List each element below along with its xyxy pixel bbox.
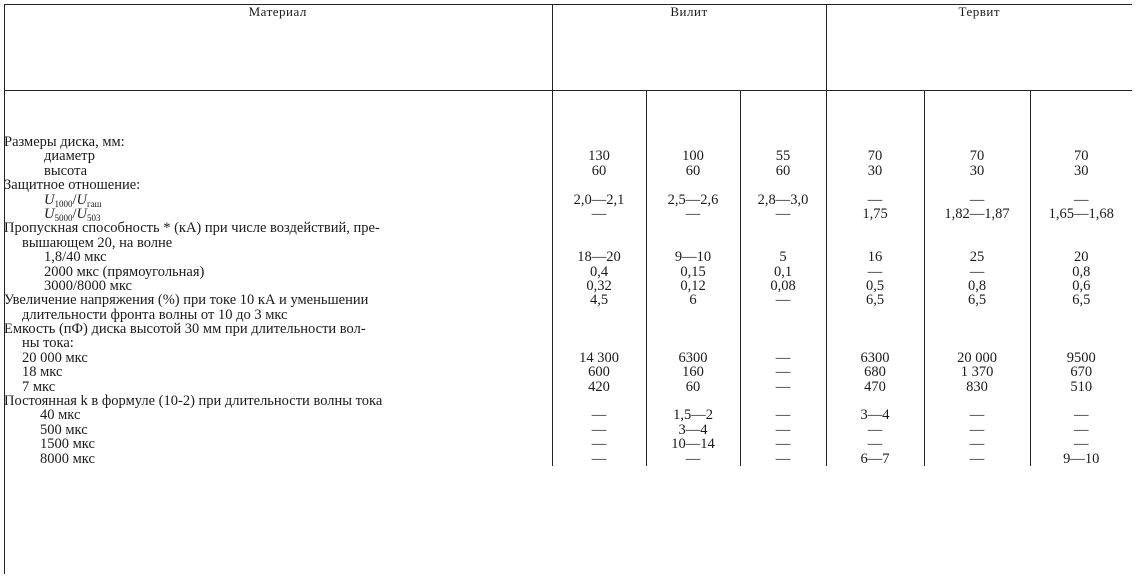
table-cell-value: 30 — [969, 162, 985, 179]
table-cell-value: 470 — [864, 378, 886, 395]
row-label: 7 мкс — [22, 378, 56, 395]
table-cell-value: 0,8 — [967, 277, 987, 294]
row-label: Защитное отношение: — [4, 177, 141, 194]
table-cell-value — [1031, 135, 1133, 149]
table-cell-value — [647, 308, 740, 322]
table-cell-value — [647, 394, 740, 408]
table-cell-value: 70 — [867, 148, 883, 165]
table-cell-value: 130 — [588, 148, 610, 165]
table-cell-value — [553, 336, 646, 350]
row-label: 500 мкс — [40, 421, 88, 438]
row-label: 40 мкс — [40, 407, 81, 424]
table-cell-value: 60 — [685, 378, 701, 395]
table-cell-value: — — [591, 450, 607, 467]
table-cell-value: 16 — [867, 249, 883, 266]
table-cell-value: — — [775, 378, 791, 395]
row-label-formula — [4, 207, 552, 221]
table-cell-value: 3—4 — [860, 407, 890, 424]
table-cell-value: — — [591, 421, 607, 438]
table-cell-value: 9—10 — [674, 249, 712, 266]
row-labels-column — [4, 135, 552, 466]
table-cell-value: — — [775, 349, 791, 366]
table-cell-value: 6,5 — [865, 292, 885, 309]
table-cell-value: — — [969, 191, 985, 208]
table-cell-value: 0,4 — [589, 263, 609, 280]
table-cell-value: — — [775, 292, 791, 309]
table-cell-value — [1031, 322, 1133, 336]
table-cell-value: — — [1074, 421, 1089, 438]
table-cell-value: 0,08 — [770, 277, 796, 294]
table-cell-value — [1031, 236, 1133, 250]
table-cell-value: 1,5—2 — [673, 407, 713, 424]
formula-subscript: 1000 — [54, 198, 73, 209]
table-cell-value: 20 — [1074, 249, 1089, 266]
table-cell-value: 160 — [682, 364, 704, 381]
row-label: высота — [44, 162, 88, 179]
table-cell-value — [827, 322, 924, 336]
table-cell-value — [925, 336, 1030, 350]
table-cell-value — [827, 178, 924, 192]
table-cell-value: 0,12 — [680, 277, 706, 294]
table-cell-value — [647, 221, 740, 235]
formula-symbol: U — [44, 191, 55, 208]
table-cell-value: 0,15 — [680, 263, 706, 280]
column-tervit-3 — [1030, 135, 1132, 466]
table-cell-value — [925, 178, 1030, 192]
table-cell-value — [1031, 221, 1133, 235]
table-cell-value — [741, 336, 826, 350]
table-cell-value — [647, 135, 740, 149]
row-label: 18 мкс — [22, 364, 63, 381]
column-vilit-55 — [740, 135, 826, 466]
table-cell-value: 6,5 — [967, 292, 987, 309]
formula-symbol: U — [76, 191, 87, 208]
table-cell-value — [925, 394, 1030, 408]
formula-subscript: 503 — [87, 212, 101, 223]
formula-slash: / — [72, 191, 77, 208]
table-cell-value: 1,65—1,68 — [1048, 205, 1114, 222]
table-cell-value: — — [867, 421, 883, 438]
formula-subscript: 5000 — [54, 212, 73, 223]
table-cell-value — [827, 394, 924, 408]
table-cell-value: — — [1074, 407, 1089, 424]
table-cell-value: — — [969, 421, 985, 438]
table-cell-value: — — [969, 450, 985, 467]
table-cell-value: — — [867, 191, 883, 208]
table-cell-value: 6—7 — [860, 450, 890, 467]
row-label: 3000/8000 мкс — [44, 277, 132, 294]
table-cell-value: 70 — [1074, 148, 1089, 165]
table-cell-value — [647, 336, 740, 350]
table-cell-value: 2,0—2,1 — [573, 191, 625, 208]
table-cell-value — [925, 308, 1030, 322]
table-cell-value: 100 — [682, 148, 704, 165]
header-tervit: Тервит — [826, 4, 1132, 91]
table-cell-value: — — [775, 450, 791, 467]
row-label: Увеличение напряжения (%) при токе 10 кА и уменьшении — [4, 292, 369, 309]
table-cell-value: 25 — [969, 249, 985, 266]
table-cell-value — [925, 322, 1030, 336]
table-cell-value: 670 — [1070, 364, 1093, 381]
row-label: 1500 мкс — [40, 436, 95, 453]
table-cell-value: 14 300 — [579, 349, 619, 366]
formula-subscript: гаш — [87, 198, 102, 209]
table-cell-value: — — [775, 205, 791, 222]
table-cell-value: — — [775, 407, 791, 424]
table-cell-value: 0,6 — [1072, 277, 1091, 294]
table-cell-value — [1031, 178, 1133, 192]
table-cell-value: 20 000 — [957, 349, 997, 366]
table-cell-value: 6,5 — [1072, 292, 1091, 309]
table-cell-value — [827, 336, 924, 350]
row-label: диаметр — [44, 148, 95, 165]
table-cell-value — [553, 135, 646, 149]
table-cell-value: 5 — [779, 249, 787, 266]
table-cell-value: 680 — [864, 364, 886, 381]
column-vilit-130 — [552, 135, 646, 466]
table-cell-value — [741, 394, 826, 408]
table-cell-value — [553, 178, 646, 192]
table-cell-value: 55 — [775, 148, 791, 165]
table-cell-value — [827, 221, 924, 235]
table-cell-value — [741, 221, 826, 235]
table-cell-value: 0,32 — [586, 277, 612, 294]
table-cell-value: — — [775, 364, 791, 381]
table-cell-value — [647, 322, 740, 336]
table-cell-value — [925, 135, 1030, 149]
table-cell-value: — — [1074, 191, 1089, 208]
table-cell-value: 3—4 — [678, 421, 708, 438]
formula-slash: / — [72, 205, 77, 222]
row-label: 1,8/40 мкс — [44, 249, 107, 266]
table-cell-value — [1031, 394, 1133, 408]
table-cell-value: 9—10 — [1063, 450, 1100, 467]
table-cell-value: — — [591, 436, 607, 453]
row-label: Постоянная k в формуле (10-2) при длительности волны тока — [4, 393, 383, 410]
table-cell-value: 0,1 — [773, 263, 793, 280]
table-cell-value: 30 — [1074, 162, 1089, 179]
table-cell-value: 6300 — [860, 349, 890, 366]
table-cell-value: — — [969, 263, 985, 280]
table-cell-value: — — [775, 436, 791, 453]
formula-symbol: U — [44, 205, 55, 222]
table-cell-value — [741, 178, 826, 192]
table-cell-value — [553, 236, 646, 250]
table-cell-value — [647, 178, 740, 192]
table-cell-value: 70 — [969, 148, 985, 165]
table-cell-value: 60 — [685, 162, 701, 179]
header-row — [4, 4, 1132, 91]
row-label: 8000 мкс — [40, 450, 95, 467]
row-label: длительности фронта волны от 10 до 3 мкс — [22, 306, 288, 323]
table-cell-value: — — [591, 205, 607, 222]
table-cell-value — [553, 322, 646, 336]
data-body-row — [4, 135, 1132, 466]
table-cell-value — [1031, 308, 1133, 322]
table-cell-value: 9500 — [1066, 349, 1096, 366]
table-cell-value: — — [867, 436, 883, 453]
table-cell-value: 1,75 — [862, 205, 888, 222]
column-vilit-100 — [646, 135, 740, 466]
table-cell-value — [741, 135, 826, 149]
row-label: Размеры диска, мм: — [4, 134, 125, 150]
table-cell-value: — — [685, 450, 701, 467]
row-label-formula — [4, 193, 552, 207]
table-cell-value: — — [591, 407, 607, 424]
properties-table — [4, 4, 1132, 466]
table-cell-value: 18—20 — [577, 249, 621, 266]
table-cell-value — [827, 135, 924, 149]
header-material: Материал — [4, 4, 552, 91]
table-cell-value: 830 — [966, 378, 988, 395]
table-cell-value — [827, 236, 924, 250]
table-cell-value: 0,8 — [1072, 263, 1091, 280]
table-cell-value: — — [867, 263, 883, 280]
table-cell-value: 60 — [775, 162, 791, 179]
table-cell-value: 6300 — [678, 349, 708, 366]
column-tervit-2 — [924, 135, 1030, 466]
table-cell-value: — — [685, 205, 701, 222]
table-cell-value — [827, 308, 924, 322]
table-cell-value: 1 370 — [960, 364, 994, 381]
table-cell-value — [553, 394, 646, 408]
table-cell-value: 10—14 — [671, 436, 715, 453]
table-cell-value — [1031, 336, 1133, 350]
table-cell-value: 60 — [591, 162, 607, 179]
table-cell-value — [553, 308, 646, 322]
table-cell-value: 600 — [588, 364, 610, 381]
table-cell-value: — — [1074, 436, 1089, 453]
header-vilit: Вилит — [552, 4, 826, 91]
column-tervit-1 — [826, 135, 924, 466]
table-cell-value — [741, 308, 826, 322]
table-cell-value — [925, 221, 1030, 235]
table-cell-value — [925, 236, 1030, 250]
row-label: Емкость (пФ) диска высотой 30 мм при длительности вол- — [4, 321, 366, 338]
table-cell-value: 420 — [588, 378, 610, 395]
row-label: ны тока: — [22, 335, 74, 352]
table-cell-value — [553, 221, 646, 235]
table-cell-value: 30 — [867, 162, 883, 179]
table-cell-value — [741, 236, 826, 250]
row-label: 2000 мкс (прямоугольная) — [44, 263, 205, 280]
table-cell-value: 510 — [1070, 378, 1093, 395]
row-label: Пропускная способность * (кА) при числе воздействий, пре- — [4, 220, 380, 237]
header-gap-row — [4, 91, 1132, 136]
row-label: 20 000 мкс — [22, 349, 88, 366]
table-cell-value — [741, 322, 826, 336]
table-cell-value: 6 — [689, 292, 697, 309]
table-cell-value: 2,5—2,6 — [667, 191, 719, 208]
table-cell-value: — — [969, 407, 985, 424]
table-cell-value: — — [969, 436, 985, 453]
row-label: вышающем 20, на волне — [22, 234, 173, 251]
formula-symbol: U — [76, 205, 87, 222]
table-cell-value — [647, 236, 740, 250]
table-cell-value: 0,5 — [865, 277, 885, 294]
table-cell-value: 1,82—1,87 — [944, 205, 1010, 222]
table-cell-value: — — [775, 421, 791, 438]
table-cell-value: 4,5 — [589, 292, 609, 309]
table-cell-value: 2,8—3,0 — [757, 191, 809, 208]
